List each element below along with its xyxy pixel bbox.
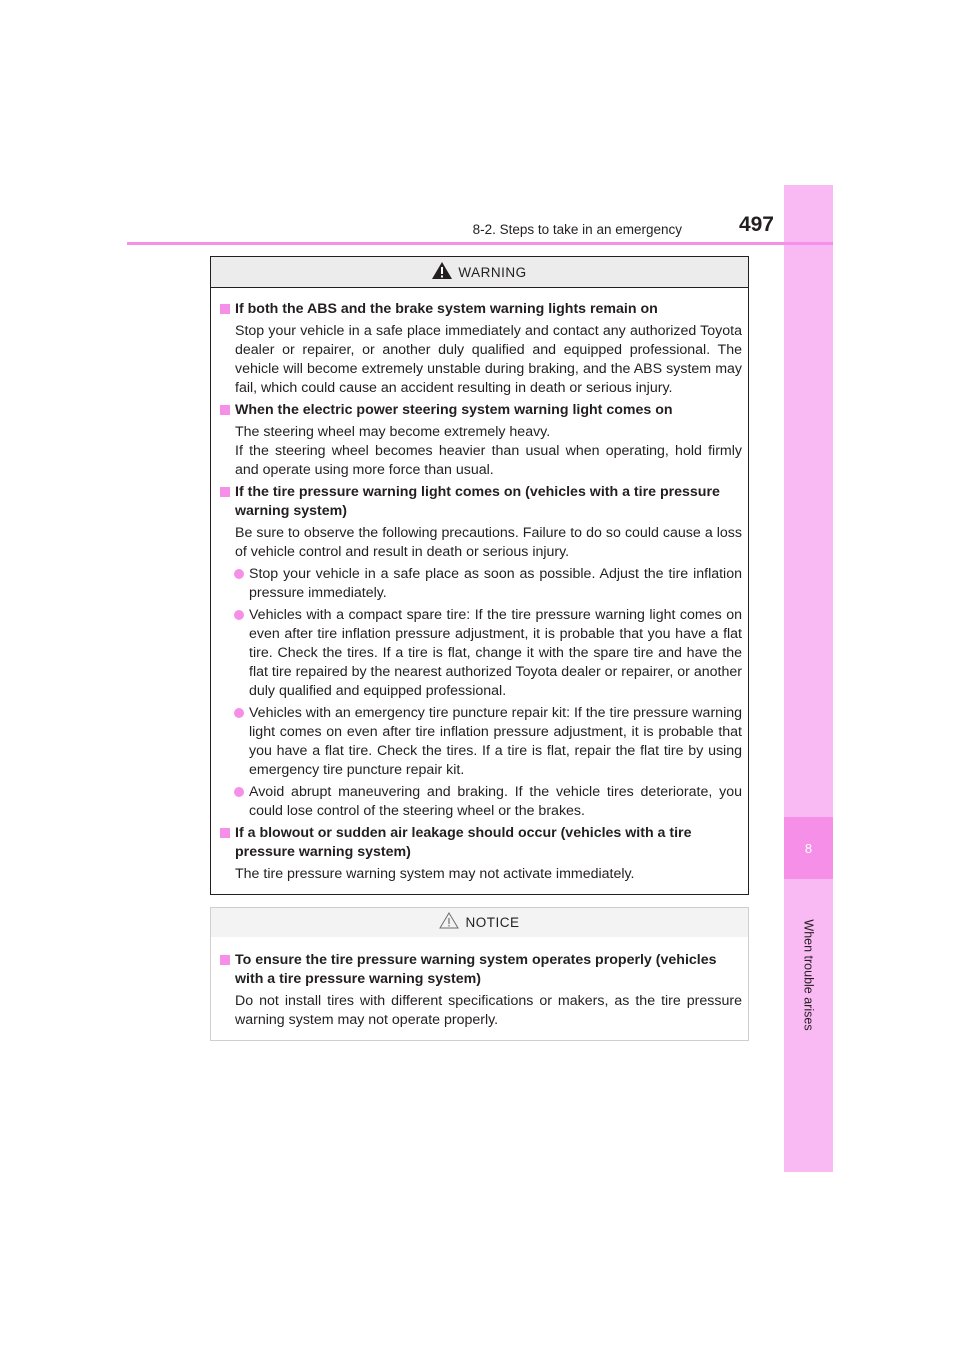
- list-item: [217, 783, 742, 821]
- chapter-side-tab: [784, 185, 833, 1172]
- notice-heading: [217, 951, 742, 989]
- eps-paragraph: [217, 423, 742, 480]
- warning-box: [210, 256, 749, 895]
- warning-header: [211, 257, 748, 288]
- section-title: 8-2. Steps to take in an emergency: [472, 222, 682, 237]
- eps-line-1: The steering wheel may become extremely heavy.: [235, 424, 551, 440]
- notice-heading-text: To ensure the tire pressure warning system operates properly (vehicles with a tire pressure warning system): [235, 952, 717, 987]
- square-bullet-icon: [220, 304, 230, 314]
- notice-body: [211, 937, 748, 1030]
- notice-box: [210, 907, 749, 1041]
- tpws-heading-text: If the tire pressure warning light comes on (vehicles with a tire pressure warning system): [235, 484, 720, 519]
- abs-heading-text: If both the ABS and the brake system warning lights remain on: [235, 301, 658, 317]
- list-item: [217, 565, 742, 603]
- eps-heading: [217, 401, 742, 420]
- bullet-text: Vehicles with an emergency tire puncture repair kit: If the tire pressure warning light comes on even after tire inflation pressure adjustment, it is probable that you have a flat tire. Check the tires. If a tire is flat, repair the flat tire by using emergency tire puncture repair kit.: [249, 705, 742, 778]
- list-item: [217, 606, 742, 701]
- notice-header: [211, 908, 748, 937]
- square-bullet-icon: [220, 487, 230, 497]
- bullet-text: Stop your vehicle in a safe place as soon as possible. Adjust the tire inflation pressure immediately.: [249, 566, 742, 601]
- round-bullet-icon: [234, 610, 244, 620]
- chapter-title: When trouble arises: [801, 919, 816, 1031]
- warning-triangle-icon: [432, 262, 452, 279]
- blowout-paragraph: The tire pressure warning system may not activate immediately.: [235, 866, 635, 882]
- square-bullet-icon: [220, 955, 230, 965]
- notice-label: NOTICE: [465, 915, 520, 930]
- list-item: [217, 704, 742, 780]
- eps-line-2: If the steering wheel becomes heavier than usual when operating, hold firmly and operate using more force than usual.: [235, 443, 742, 478]
- warning-label: WARNING: [458, 264, 527, 280]
- header-rule: [127, 242, 833, 245]
- round-bullet-icon: [234, 708, 244, 718]
- round-bullet-icon: [234, 569, 244, 579]
- round-bullet-icon: [234, 787, 244, 797]
- square-bullet-icon: [220, 828, 230, 838]
- blowout-heading-text: If a blowout or sudden air leakage should occur (vehicles with a tire pressure warning system): [235, 825, 692, 860]
- chapter-title-container: [784, 885, 833, 1065]
- caution-triangle-outline-icon: [439, 912, 459, 929]
- eps-heading-text: When the electric power steering system warning light comes on: [235, 402, 673, 418]
- tpws-paragraph: Be sure to observe the following precautions. Failure to do so could cause a loss of vehicle control and result in death or serious injury.: [235, 525, 742, 560]
- bullet-text: Vehicles with a compact spare tire: If the tire pressure warning light comes on even after tire inflation pressure adjustment, it is probable that you have a flat tire. Check the tires. If a tire is flat, change it with the spare tire and have the flat tire repaired by the nearest authorized Toyota dealer or repairer, or another duly qualified and equipped professional.: [249, 607, 742, 699]
- warning-body: [211, 288, 748, 884]
- abs-paragraph: Stop your vehicle in a safe place immediately and contact any authorized Toyota dealer or repairer, or another duly qualified and equipped professional. The vehicle will become extremely unstable during braking, and the ABS system may fail, which could cause an accident resulting in death or serious injury.: [235, 323, 742, 396]
- bullet-text: Avoid abrupt maneuvering and braking. If the vehicle tires deteriorate, you could lose control of the steering wheel or the brakes.: [249, 784, 742, 819]
- notice-paragraph: Do not install tires with different specifications or makers, as the tire pressure warning system may not operate properly.: [235, 993, 742, 1028]
- blowout-heading: [217, 824, 742, 862]
- abs-heading: [217, 300, 742, 319]
- chapter-number: 8: [784, 817, 833, 879]
- square-bullet-icon: [220, 405, 230, 415]
- page-number: 497: [738, 213, 774, 236]
- tpws-heading: [217, 483, 742, 521]
